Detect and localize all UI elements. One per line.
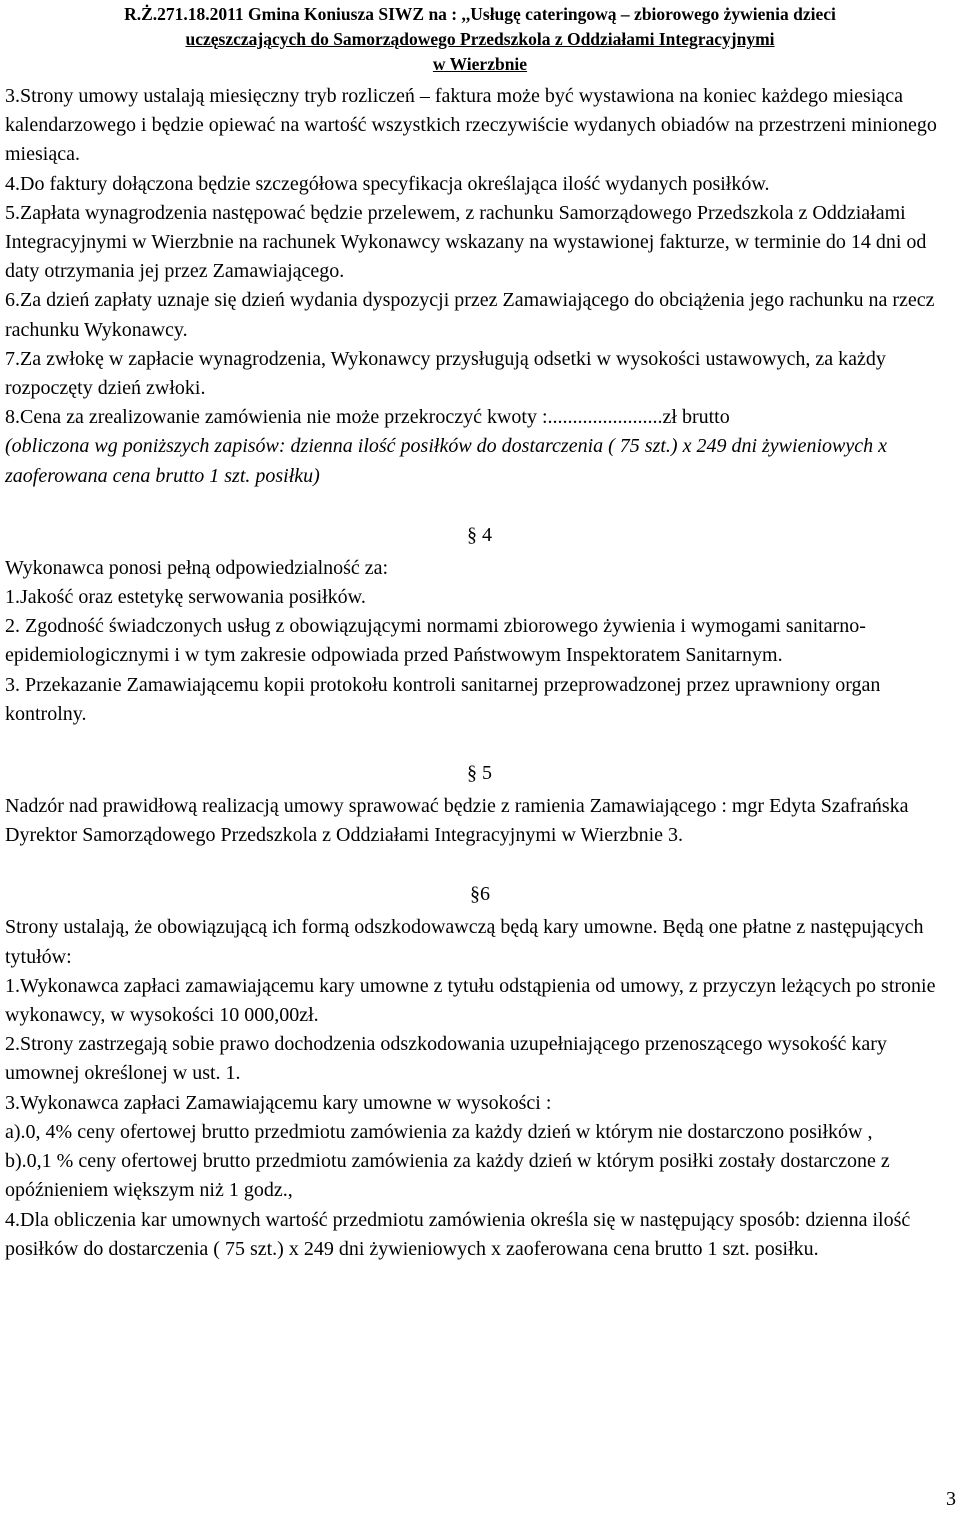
section-heading-4: [5, 491, 949, 554]
paragraph: 2. Zgodność świadczonych usług z obowiązującymi normami zbiorowego żywienia i wymogami sanitarno-epidemiologicznymi i w tym zakresie odpowiada przed Państwowym Inspektoratem Sanitarnym.: [5, 615, 866, 667]
document-body: [5, 82, 949, 1264]
paragraph-italic-note: (obliczona wg poniższych zapisów: dzienna ilość posiłków do dostarczenia ( 75 szt.) x 249 dni żywieniowych x zaoferowana cena brutto 1 szt. posiłku): [5, 435, 887, 487]
header-line-1: R.Ż.271.18.2011 Gmina Koniusza SIWZ na : ,,Usługę cateringową – zbiorowego żywienia dzieci: [124, 4, 836, 24]
paragraph: a).0, 4% ceny ofertowej brutto przedmiotu zamówienia za każdy dzień w którym nie dostarczono posiłków ,: [5, 1120, 873, 1143]
section-6-label: §6: [470, 883, 490, 906]
paragraph: 1.Jakość oraz estetykę serwowania posiłków.: [5, 586, 366, 609]
paragraph: 3.Wykonawca zapłaci Zamawiającemu kary umowne w wysokości :: [5, 1091, 552, 1114]
paragraph: 4.Dla obliczenia kar umownych wartość przedmiotu zamówienia określa się w następujący sposób: dzienna ilość posiłków do dostarczenia ( 75 szt.) x 249 dni żywieniowych x zaoferowana cena brutto 1 szt. posiłku.: [5, 1208, 911, 1260]
paragraph: Wykonawca ponosi pełną odpowiedzialność za:: [5, 556, 389, 579]
paragraph: b).0,1 % ceny ofertowej brutto przedmiotu zamówienia za każdy dzień w którym posiłki zostały dostarczone z opóźnieniem większym niż 1 godz.,: [5, 1150, 890, 1202]
header-line-2: uczęszczających do Samorządowego Przedszkola z Oddziałami Integracyjnymi: [185, 29, 775, 49]
paragraph: 7.Za zwłokę w zapłacie wynagrodzenia, Wykonawcy przysługują odsetki w wysokości ustawowych, za każdy rozpoczęty dzień zwłoki.: [5, 347, 886, 400]
section-heading-6: [5, 850, 949, 913]
paragraph: 2.Strony zastrzegają sobie prawo dochodzenia odszkodowania uzupełniającego przenoszącego wysokość kary umownej określonej w ust. 1.: [5, 1033, 887, 1085]
paragraph: 4.Do faktury dołączona będzie szczegółowa specyfikacja określająca ilość wydanych posiłków.: [5, 172, 770, 195]
paragraph: 3. Przekazanie Zamawiającemu kopii protokołu kontroli sanitarnej przeprowadzonej przez uprawniony organ kontrolny.: [5, 673, 881, 725]
section-heading-5: [5, 729, 949, 792]
paragraph: 1.Wykonawca zapłaci zamawiającemu kary umowne z tytułu odstąpienia od umowy, z przyczyn leżących po stronie wykonawcy, w wysokości 10 000,00zł.: [5, 974, 936, 1027]
section-4-label: § 4: [467, 523, 492, 546]
paragraph: 3.Strony umowy ustalają miesięczny tryb rozliczeń – faktura może być wystawiona na koniec każdego miesiąca kalendarzowego i będzie opiewać na wartość wszystkich rzeczywiście wydanych obiadów na przestrzeni minionego miesiąca.: [5, 85, 937, 166]
paragraph: 5.Zapłata wynagrodzenia następować będzie przelewem, z rachunku Samorządowego Przedszkola z Oddziałami Integracyjnymi w Wierzbnie na rachunek Wykonawcy wskazany na wystawionej fakturze, w terminie do 14 dni od daty otrzymania jej przez Zamawiającego.: [5, 201, 927, 283]
page-number: 3: [946, 1488, 956, 1510]
section-5-label: § 5: [467, 761, 492, 784]
paragraph: Strony ustalają, że obowiązującą ich formą odszkodowawczą będą kary umowne. Będą one płatne z następujących tytułów:: [5, 916, 924, 968]
document-header: [0, 2, 960, 77]
paragraph: 8.Cena za zrealizowanie zamówienia nie może przekroczyć kwoty :.......................zł brutto: [5, 406, 730, 429]
header-line-3: w Wierzbnie: [432, 54, 528, 74]
paragraph: Nadzór nad prawidłową realizacją umowy sprawować będzie z ramienia Zamawiającego : mgr Edyta Szafrańska Dyrektor Samorządowego Przedszkola z Oddziałami Integracyjnymi w Wierzbnie 3.: [5, 795, 909, 847]
paragraph: 6.Za dzień zapłaty uznaje się dzień wydania dyspozycji przez Zamawiającego do obciążenia jego rachunku na rzecz rachunku Wykonawcy.: [5, 289, 935, 341]
